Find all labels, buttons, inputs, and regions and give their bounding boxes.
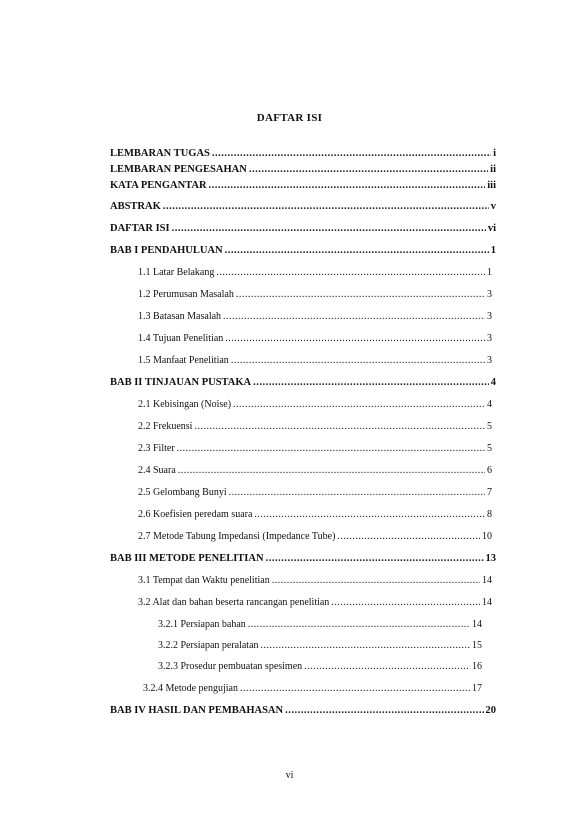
toc-entry	[110, 551, 496, 567]
toc-entry	[138, 573, 492, 589]
toc-entry-label: LEMBARAN TUGAS	[110, 148, 210, 159]
toc-entry	[158, 638, 482, 654]
toc-entry-label: BAB III METODE PENELITIAN	[110, 553, 264, 564]
toc-entry-label: 1.4 Tujuan Penelitian	[138, 333, 224, 344]
toc-leader-dots	[229, 485, 485, 501]
toc-leader-dots	[253, 375, 489, 391]
toc-leader-dots	[240, 681, 470, 697]
toc-entry-label: 2.6 Koefisien peredam suara	[138, 509, 253, 520]
toc-leader-dots	[194, 419, 485, 435]
toc-title: DAFTAR ISI	[256, 112, 323, 124]
toc-entry-label: LEMBARAN PENGESAHAN	[110, 164, 247, 175]
toc-entry	[158, 659, 482, 675]
toc-entry-page: 4	[490, 377, 496, 388]
toc-entry-page: 14	[482, 575, 492, 586]
toc-entry	[143, 681, 482, 697]
toc-entry-page: 14	[482, 597, 492, 608]
toc-entry-label: 2.7 Metode Tabung Impedansi (Impedance Tube)	[138, 531, 336, 542]
toc-entry-page: 14	[472, 619, 482, 630]
toc-entry	[138, 485, 492, 501]
toc-leader-dots	[236, 287, 485, 303]
toc-leader-dots	[254, 507, 485, 523]
toc-leader-dots	[285, 703, 483, 719]
toc-entry-page: 10	[482, 531, 492, 542]
toc-entry-page: 20	[485, 705, 496, 716]
toc-entry	[110, 703, 496, 719]
toc-entry-page: 15	[472, 640, 482, 651]
toc-leader-dots	[216, 265, 485, 281]
toc-entry	[138, 287, 492, 303]
toc-entry-page: i	[493, 148, 496, 159]
toc-entry-label: ABSTRAK	[110, 201, 161, 212]
toc-entry-label: DAFTAR ISI	[110, 223, 170, 234]
toc-entry-label: 1.1 Latar Belakang	[138, 267, 215, 278]
toc-leader-dots	[331, 595, 480, 611]
toc-leader-dots	[249, 162, 488, 178]
toc-entry-label: BAB II TINJAUAN PUSTAKA	[110, 377, 252, 388]
toc-entry-page: 13	[485, 553, 496, 564]
toc-entry-page: 8	[487, 509, 492, 520]
toc-entry-label: 3.1 Tempat dan Waktu penelitian	[138, 575, 270, 586]
toc-entry-label: 3.2.3 Prosedur pembuatan spesimen	[158, 661, 303, 672]
toc-entry-label: 1.2 Perumusan Masalah	[138, 289, 234, 300]
toc-entry	[110, 178, 496, 194]
toc-entry-page: iii	[487, 180, 496, 191]
toc-entry-page: 1	[487, 267, 492, 278]
toc-entry-page: 3	[487, 311, 492, 322]
toc-entry	[138, 309, 492, 325]
toc-entry-label: BAB IV HASIL DAN PEMBAHASAN	[110, 705, 284, 716]
toc-entry-label: 2.2 Frekuensi	[138, 421, 193, 432]
toc-entry-page: 3	[487, 355, 492, 366]
toc-entry-page: 17	[472, 683, 482, 694]
toc-entry-page: ii	[490, 164, 496, 175]
toc-entry	[138, 463, 492, 479]
toc-entry-label: 2.4 Suara	[138, 465, 176, 476]
toc-entry-page: 5	[487, 443, 492, 454]
toc-entry-page: 4	[487, 399, 492, 410]
toc-entry	[138, 265, 492, 281]
toc-entry-label: 1.3 Batasan Masalah	[138, 311, 222, 322]
toc-leader-dots	[225, 331, 485, 347]
toc-leader-dots	[248, 617, 470, 633]
toc-entry	[110, 146, 496, 162]
toc-leader-dots	[272, 573, 480, 589]
toc-leader-dots	[231, 353, 485, 369]
toc-entry-label: 2.5 Gelombang Bunyi	[138, 487, 227, 498]
toc-entry-page: v	[490, 201, 496, 212]
toc-entry-page: 3	[487, 333, 492, 344]
toc-leader-dots	[163, 199, 489, 215]
toc-leader-dots	[266, 551, 484, 567]
toc-entry	[110, 162, 496, 178]
toc-entry	[138, 529, 492, 545]
toc-entry-page: 5	[487, 421, 492, 432]
toc-entry-label: 3.2.1 Persiapan bahan	[158, 619, 246, 630]
toc-entry	[110, 199, 496, 215]
toc-entry	[110, 243, 496, 259]
toc-entry-page: 6	[487, 465, 492, 476]
toc-leader-dots	[304, 659, 470, 675]
toc-leader-dots	[225, 243, 489, 259]
toc-entry-label: BAB I PENDAHULUAN	[110, 245, 223, 256]
toc-entry-label: 3.2.2 Persiapan peralatan	[158, 640, 259, 651]
toc-entry	[138, 595, 492, 611]
toc-leader-dots	[337, 529, 480, 545]
toc-leader-dots	[261, 638, 470, 654]
toc-entry	[138, 331, 492, 347]
toc-entry	[138, 441, 492, 457]
toc-entry-label: 1.5 Manfaat Penelitian	[138, 355, 229, 366]
toc-leader-dots	[177, 441, 485, 457]
toc-leader-dots	[212, 146, 491, 162]
toc-entry	[110, 221, 496, 237]
toc-leader-dots	[178, 463, 485, 479]
toc-entry-page: 1	[490, 245, 496, 256]
toc-entry-page: 7	[487, 487, 492, 498]
toc-entry	[138, 507, 492, 523]
toc-leader-dots	[209, 178, 486, 194]
toc-entry-page: 3	[487, 289, 492, 300]
toc-entry	[138, 419, 492, 435]
toc-leader-dots	[233, 397, 485, 413]
toc-entry-label: 2.3 Filter	[138, 443, 175, 454]
toc-entry-label: 3.2.4 Metode pengujian	[143, 683, 238, 694]
toc-entry-label: 2.1 Kebisingan (Noise)	[138, 399, 232, 410]
toc-entry-label: 3.2 Alat dan bahan beserta rancangan penelitian	[138, 597, 330, 608]
toc-entry	[138, 397, 492, 413]
toc-entry-page: 16	[472, 661, 482, 672]
toc-leader-dots	[172, 221, 486, 237]
page-number: vi	[285, 770, 294, 781]
toc-entry-label: KATA PENGANTAR	[110, 180, 207, 191]
toc-entry	[110, 375, 496, 391]
toc-entry	[158, 617, 482, 633]
toc-leader-dots	[223, 309, 485, 325]
toc-entry	[138, 353, 492, 369]
toc-entry-page: vi	[487, 223, 496, 234]
